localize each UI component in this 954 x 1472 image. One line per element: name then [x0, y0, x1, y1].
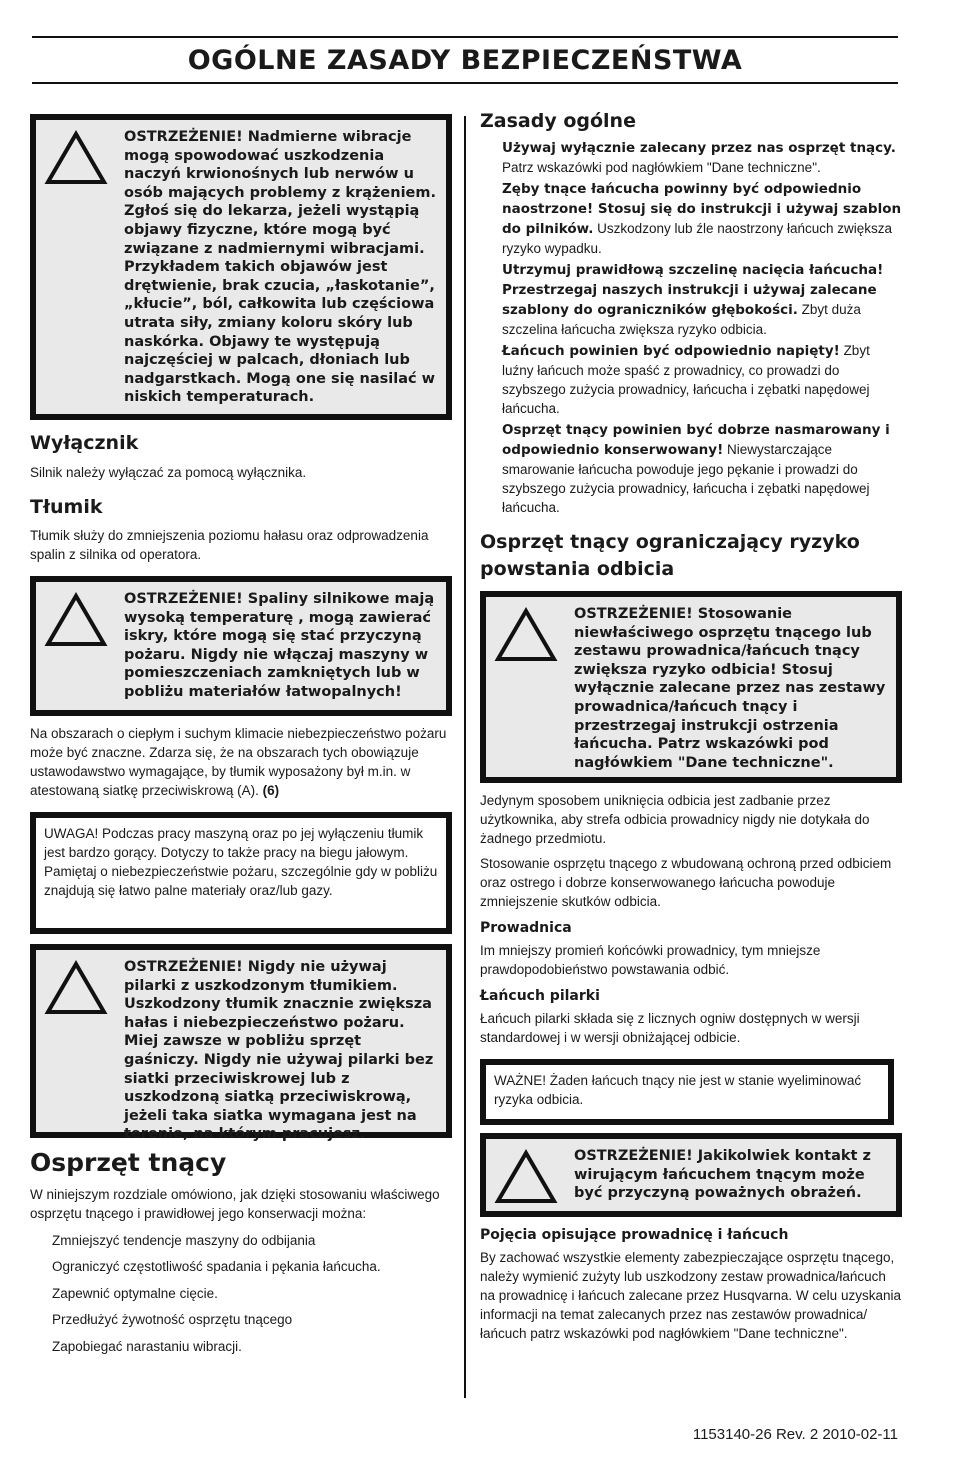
general-rules-list	[480, 138, 902, 517]
muffler-text: Tłumik służy do zmniejszenia poziomu hałasu oraz odprowadzenia spalin z silnika od operatora.	[30, 528, 429, 562]
vibration-warning-box	[30, 114, 452, 420]
list-item: Zmniejszyć tendencje maszyny do odbijania	[52, 1233, 316, 1248]
list-item: Zapobiegać narastaniu wibracji.	[52, 1338, 242, 1354]
right-column	[480, 110, 902, 1343]
saw-chain-heading: Łańcuch pilarki	[480, 988, 600, 1004]
cutting-equipment-heading: Osprzęt tnący	[30, 1148, 227, 1177]
switch-heading: Wyłącznik	[30, 432, 139, 454]
rule-item: Łańcuch powinien być odpowiednio napięty! Zbyt luźny łańcuch może spaść z prowadnicy, co prowadzi do szybszego zużycia prowadnicy, łańcucha i zębatki napędowej łańcucha.	[502, 343, 870, 416]
important-note	[480, 1059, 894, 1125]
improper-equipment-warning-text: OSTRZEŻENIE! Stosowanie niewłaściwego osprzętu tnącego lub zestawu prowadnica/łańcuch tnący zwiększa ryzyko odbicia! Stosuj wyłącznie zalecane przez nas zestawy prowadnica/łańcuch tnący i przestrzegaj instrukcji ostrzenia łańcucha. Patrz wskazówki pod nagłówkiem "Dane techniczne".	[574, 606, 886, 771]
list-item: Ograniczyć częstotliwość spadania i pękania łańcucha.	[52, 1259, 381, 1275]
warning-triangle-icon	[44, 130, 108, 186]
rule-item: Używaj wyłącznie zalecany przez nas osprzęt tnący. Patrz wskazówki pod nagłówkiem "Dane techniczne".	[502, 140, 896, 175]
left-column	[30, 114, 452, 1363]
switch-text: Silnik należy wyłączać za pomocą wyłącznika.	[30, 465, 307, 480]
general-rules-heading: Zasady ogólne	[480, 110, 636, 132]
cutting-intro: W niniejszym rozdziale omówiono, jak dzięki stosowaniu właściwego osprzętu tnącego i prawidłowej jego konserwacji można:	[30, 1187, 440, 1221]
list-item: Zapewnić optymalne cięcie.	[52, 1285, 218, 1301]
kickback-equipment-heading: Osprzęt tnący ograniczający ryzyko powstania odbicia	[480, 531, 860, 580]
damaged-muffler-warning-text: OSTRZEŻENIE! Nigdy nie używaj pilarki z uszkodzonym tłumikiem. Uszkodzony tłumik znacznie zwiększa hałas i niebezpieczeństwo pożaru. Miej zawsze w pobliżu sprzęt gaśniczy. Nigdy nie używaj pilarki bez siatki przeciwiskrowej lub z uszkodzoną siatką przeciwiskrową, jeżeli taka siatka wymagana jest na terenie, na którym pracujesz.	[124, 959, 434, 1143]
kickback-paragraph-2: Stosowanie osprzętu tnącego z wbudowaną ochroną przed odbiciem oraz ostrego i dobrze konserwowanego łańcucha powoduje zmniejszenie skutków odbicia.	[480, 856, 892, 909]
exhaust-warning-box	[30, 576, 452, 716]
hot-muffler-note-text: UWAGA! Podczas pracy maszyną oraz po jej wyłączeniu tłumik jest bardzo gorący. Dotyczy to także pracy na biegu jałowym. Pamiętaj o niebezpieczeństwie pożaru, szczególnie gdy w pobliżu znajdują się łatwo palne materiały oraz/lub gazy.	[44, 826, 438, 898]
column-divider	[464, 116, 466, 1398]
vibration-warning-text: OSTRZEŻENIE! Nadmierne wibracje mogą spowodować uszkodzenia naczyń krwionośnych lub nerwów u osób mających problemy z krążeniem. Zgłoś się do lekarza, jeżeli wystąpią objawy fizyczne, które mogą być związane z nadmiernymi wibracjami. Przykładem takich objawów jest drętwienie, brak czucia, „łaskotanie”, „kłucie”, ból, całkowita lub częściowa utrata siły, zmiany koloru skóry lub naskórka. Objawy te występują najczęściej w palcach, dłoniach lub nadgarstkach. Mogą one się nasilać w niskich temperaturach.	[124, 129, 437, 406]
list-item: Przedłużyć żywotność osprzętu tnącego	[52, 1312, 293, 1328]
contact-warning-text: OSTRZEŻENIE! Jakikolwiek kontakt z wirującym łańcuchem tnącym może być przyczyną poważnych obrażeń.	[574, 1148, 871, 1202]
saw-chain-text: Łańcuch pilarki składa się z licznych ogniw dostępnych w wersji standardowej i w wersji obniżającej odbicie.	[480, 1011, 860, 1045]
terms-heading: Pojęcia opisujące prowadnicę i łańcuch	[480, 1227, 789, 1243]
climate-text	[30, 724, 452, 800]
warning-triangle-icon	[494, 607, 558, 663]
rule-item: Utrzymuj prawidłową szczelinę nacięcia łańcucha! Przestrzegaj naszych instrukcji i używaj zalecane szablony do ograniczników głębokości. Zbyt duża szczelina łańcucha zwiększa ryzyko odbicia.	[502, 262, 884, 337]
kickback-paragraph-1: Jedynym sposobem uniknięcia odbicia jest zadbanie przez użytkownika, aby strefa odbicia prowadnicy nigdy nie dotykała do żadnego przedmiotu.	[480, 793, 870, 846]
rule-item: Zęby tnące łańcucha powinny być odpowiednio naostrzone! Stosuj się do instrukcji i używaj szablon do pilników. Uszkodzony lub źle naostrzony łańcuch zwiększa ryzyko wypadku.	[502, 181, 902, 256]
warning-triangle-icon	[494, 1149, 558, 1205]
hot-muffler-note	[30, 812, 452, 934]
warning-triangle-icon	[44, 592, 108, 648]
important-note-text: WAŻNE! Żaden łańcuch tnący nie jest w stanie wyeliminować ryzyka odbicia.	[494, 1073, 862, 1107]
improper-equipment-warning-box	[480, 591, 902, 783]
terms-text: By zachować wszystkie elementy zabezpieczające osprzętu tnącego, należy wymienić zużyty lub uszkodzony zestaw prowadnica/łańcuch na prowadnicę i łańcuch zalecane przez Husqvarna. W celu uzyskania informacji na temat zalecanych przez nas zestawów prowadnica/łańcuch patrz wskazówki pod nagłówkiem "Dane techniczne".	[480, 1250, 901, 1341]
damaged-muffler-warning-box	[30, 944, 452, 1143]
climate-body: Na obszarach o ciepłym i suchym klimacie niebezpieczeństwo pożaru może być znaczne. Zdarza się, że na obszarach tych obowiązuje ustawodawstwo wymagające, by tłumik wyposażony był m.in. w atestowaną siatkę przeciwiskrową (A).	[30, 726, 447, 798]
cutting-benefits-list	[30, 1231, 452, 1356]
contact-warning-box	[480, 1133, 902, 1217]
rule-item: Osprzęt tnący powinien być dobrze nasmarowany i odpowiednio konserwowany! Niewystarczające smarowanie łańcucha powoduje jego pękanie i prowadzi do szybszego zużycia prowadnicy, łańcucha i zębatki napędowej łańcucha.	[502, 422, 890, 515]
warning-triangle-icon	[44, 960, 108, 1016]
page-header	[32, 36, 898, 84]
guide-bar-text: Im mniejszy promień końcówki prowadnicy, tym mniejsze prawdopodobieństwo powstawania odbić.	[480, 943, 821, 977]
document-revision: 1153140-26 Rev. 2 2010-02-11	[692, 1426, 898, 1443]
exhaust-warning-text: OSTRZEŻENIE! Spaliny silnikowe mają wysoką temperaturę , mogą zawierać iskry, które mogą się stać przyczyną pożaru. Nigdy nie włączaj maszyny w pomieszczeniach zamkniętych lub w pobliżu materiałów łatwopalnych!	[124, 591, 435, 700]
page-title: OGÓLNE ZASADY BEZPIECZEŃSTWA	[187, 44, 743, 76]
guide-bar-heading: Prowadnica	[480, 920, 572, 936]
muffler-heading: Tłumik	[30, 496, 103, 518]
figure-ref: (6)	[262, 783, 280, 798]
